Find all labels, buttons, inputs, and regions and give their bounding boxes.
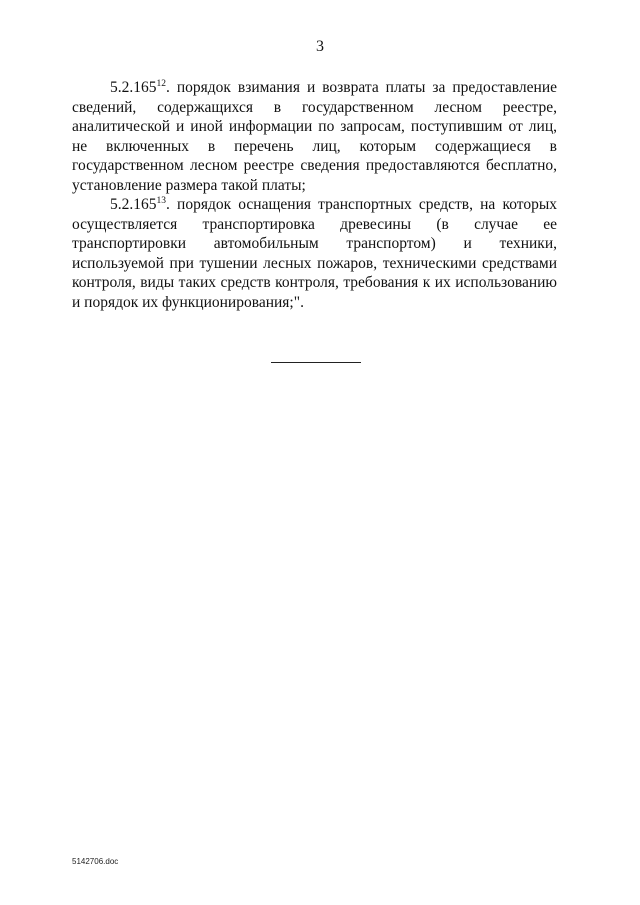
- closing-rule: [271, 362, 361, 363]
- clause-superscript: 13: [156, 195, 166, 206]
- file-code: 5142706.doc: [72, 857, 119, 866]
- clause-number: [110, 196, 166, 213]
- clause-superscript: 12: [156, 78, 166, 89]
- clause-text: . порядок оснащения транспортных средств, на которых осуществляется транспортировка древесины (в случае ее транспортировки автомобильным транспортом) и техники, используемой при тушении лесных пожаров, техническими средствами контроля, виды таких средств контроля, требования к их использованию и порядок их функционирования;".: [72, 196, 557, 311]
- clause-number-base: 5.2.165: [110, 79, 157, 96]
- clause-paragraph: [72, 78, 557, 196]
- clause-paragraph: [72, 195, 557, 313]
- clause-text: . порядок взимания и возврата платы за предоставление сведений, содержащихся в государственном лесном реестре, аналитической и иной информации по запросам, поступившим от лиц, не включенных в перечень лиц, которым содержащиеся в государственном лесном реестре сведения предоставляются бесплатно, установление размера такой платы;: [72, 79, 557, 194]
- clause-number: [110, 79, 166, 96]
- clause-number-base: 5.2.165: [110, 196, 157, 213]
- page-number: 3: [316, 38, 324, 55]
